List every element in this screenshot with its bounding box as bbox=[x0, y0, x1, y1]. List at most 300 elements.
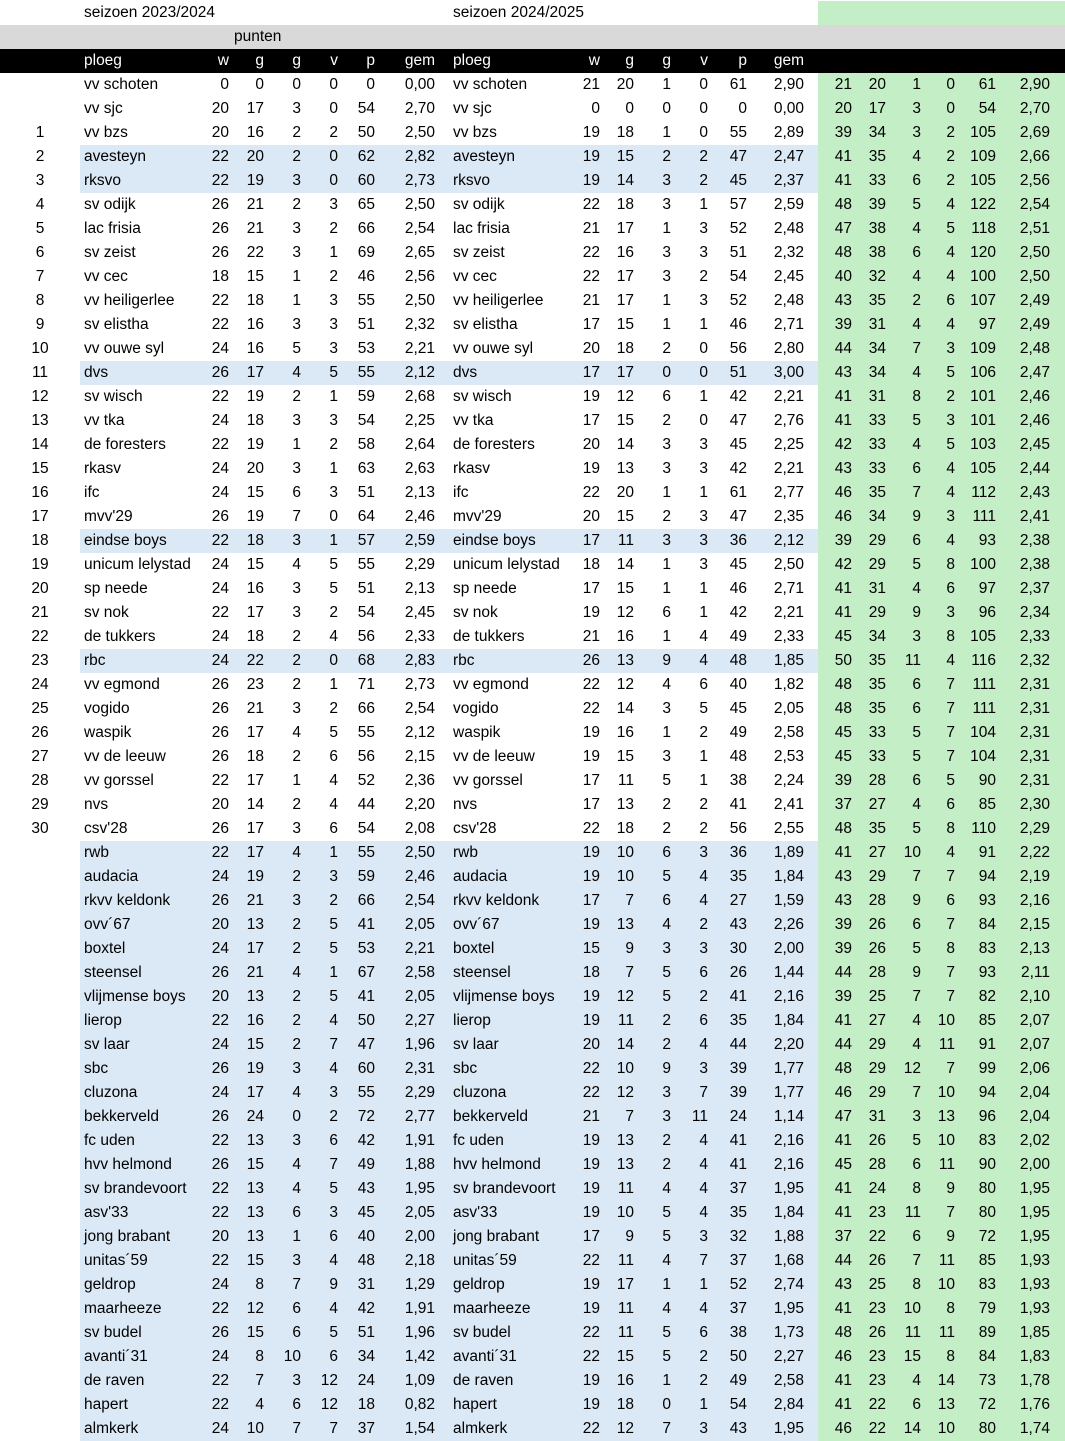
stat-total-g2: 5 bbox=[912, 820, 921, 837]
stat-total-g: 35 bbox=[868, 700, 886, 717]
stat-2023-w: 24 bbox=[211, 412, 229, 429]
stat-total-g2: 8 bbox=[912, 1180, 921, 1197]
stat-2023-v: 0 bbox=[329, 508, 338, 525]
stat-2023-v: 5 bbox=[329, 988, 338, 1005]
col-gem-left: gem bbox=[404, 52, 435, 69]
stat-total-p: 100 bbox=[970, 268, 996, 285]
stat-total-v: 8 bbox=[946, 628, 955, 645]
stat-2023-gem: 2,29 bbox=[404, 556, 435, 573]
stat-2024-p: 35 bbox=[729, 1204, 747, 1221]
stat-2024-g2: 2 bbox=[662, 1036, 671, 1053]
stat-2023-p: 69 bbox=[357, 244, 375, 261]
stat-2023-gem: 2,63 bbox=[404, 460, 435, 477]
stat-2024-p: 45 bbox=[729, 436, 747, 453]
team-name-2024: unitas´59 bbox=[453, 1252, 517, 1269]
stat-2024-w: 19 bbox=[582, 148, 600, 165]
stat-2023-p: 67 bbox=[357, 964, 375, 981]
stat-total-v: 5 bbox=[946, 436, 955, 453]
stat-2024-p: 47 bbox=[729, 412, 747, 429]
stat-2023-gem: 2,05 bbox=[404, 916, 435, 933]
stat-2024-gem: 2,33 bbox=[773, 628, 804, 645]
stat-2023-v: 1 bbox=[329, 460, 338, 477]
stat-2023-g: 17 bbox=[246, 100, 264, 117]
table-row bbox=[0, 385, 1065, 409]
stat-total-v: 4 bbox=[946, 652, 955, 669]
stat-2023-g: 13 bbox=[246, 1228, 264, 1245]
stat-total-w: 41 bbox=[834, 1372, 852, 1389]
stat-total-w: 48 bbox=[834, 196, 852, 213]
stat-2024-w: 21 bbox=[582, 1108, 600, 1125]
team-name-2023: vv ouwe syl bbox=[84, 340, 165, 357]
stat-2023-v: 3 bbox=[329, 1204, 338, 1221]
stat-2024-p: 49 bbox=[729, 724, 747, 741]
stat-2023-p: 66 bbox=[357, 220, 375, 237]
stat-2023-gem: 2,08 bbox=[404, 820, 435, 837]
stat-total-g: 23 bbox=[868, 1300, 886, 1317]
stat-2024-v: 1 bbox=[699, 748, 708, 765]
table-row bbox=[0, 337, 1065, 361]
stat-total-g: 34 bbox=[868, 508, 886, 525]
stat-2023-w: 24 bbox=[211, 868, 229, 885]
table-row bbox=[0, 937, 1065, 961]
stat-total-p: 111 bbox=[972, 676, 996, 693]
stat-2023-gem: 2,13 bbox=[404, 580, 435, 597]
stat-2023-gem: 2,12 bbox=[404, 364, 435, 381]
col-g2-right: g bbox=[662, 52, 671, 69]
stat-2024-w: 0 bbox=[591, 100, 600, 117]
table-row bbox=[0, 1033, 1065, 1057]
stat-2024-gem: 2,21 bbox=[773, 388, 804, 405]
stat-2023-w: 26 bbox=[211, 820, 229, 837]
stat-2024-w: 22 bbox=[582, 1420, 600, 1437]
stat-total-g2: 6 bbox=[912, 1228, 921, 1245]
table-row bbox=[0, 1297, 1065, 1321]
stat-2024-g2: 1 bbox=[662, 724, 671, 741]
stat-2023-w: 26 bbox=[211, 700, 229, 717]
stat-2024-w: 19 bbox=[582, 1276, 600, 1293]
stat-total-g2: 4 bbox=[912, 220, 921, 237]
stat-total-v: 6 bbox=[946, 292, 955, 309]
team-name-2024: lierop bbox=[453, 1012, 491, 1029]
table-row bbox=[0, 697, 1065, 721]
stat-2023-gem: 2,05 bbox=[404, 1204, 435, 1221]
team-name-2023: hvv helmond bbox=[84, 1156, 172, 1173]
stat-2024-v: 1 bbox=[699, 388, 708, 405]
stat-total-v: 4 bbox=[946, 268, 955, 285]
stat-total-w: 41 bbox=[834, 580, 852, 597]
rank-cell: 29 bbox=[31, 796, 49, 813]
stat-2024-g: 14 bbox=[616, 1036, 634, 1053]
team-name-2024: rkasv bbox=[453, 460, 491, 477]
stat-2024-gem: 2,84 bbox=[773, 1396, 804, 1413]
stat-total-g: 23 bbox=[868, 1372, 886, 1389]
stat-2023-gem: 2,54 bbox=[404, 892, 435, 909]
stat-2024-p: 37 bbox=[729, 1180, 747, 1197]
stat-total-gem: 2,19 bbox=[1019, 868, 1050, 885]
stat-2024-v: 2 bbox=[699, 172, 708, 189]
stat-2023-g2: 1 bbox=[292, 268, 301, 285]
stat-2024-g2: 6 bbox=[662, 892, 671, 909]
stat-2023-gem: 2,82 bbox=[404, 148, 435, 165]
stat-total-g2: 3 bbox=[912, 628, 921, 645]
rank-cell: 1 bbox=[35, 124, 45, 141]
stat-total-g2: 6 bbox=[912, 916, 921, 933]
stat-total-w: 45 bbox=[834, 628, 852, 645]
stat-2023-g: 16 bbox=[246, 340, 264, 357]
stat-2024-p: 26 bbox=[729, 964, 747, 981]
team-name-2024: boxtel bbox=[453, 940, 495, 957]
stat-2024-g: 11 bbox=[617, 1324, 634, 1341]
table-row bbox=[0, 1273, 1065, 1297]
team-name-2023: rksvo bbox=[84, 172, 122, 189]
stat-2023-v: 5 bbox=[329, 580, 338, 597]
stat-2024-w: 18 bbox=[582, 964, 600, 981]
stat-2023-p: 72 bbox=[357, 1108, 375, 1125]
stat-2023-w: 20 bbox=[211, 796, 229, 813]
stat-2024-g: 10 bbox=[616, 1204, 634, 1221]
stat-2024-p: 39 bbox=[729, 1084, 747, 1101]
stat-2023-w: 26 bbox=[211, 1108, 229, 1125]
team-name-2024: vv ouwe syl bbox=[453, 340, 534, 357]
stat-total-gem: 2,43 bbox=[1019, 484, 1050, 501]
table-row bbox=[0, 1321, 1065, 1345]
stat-2023-w: 26 bbox=[211, 196, 229, 213]
stat-2024-g2: 2 bbox=[662, 412, 671, 429]
stat-2023-g: 21 bbox=[246, 964, 264, 981]
stat-2023-p: 64 bbox=[357, 508, 375, 525]
stat-2024-g2: 3 bbox=[662, 268, 671, 285]
stat-2023-v: 3 bbox=[329, 484, 338, 501]
stat-2024-g2: 3 bbox=[662, 436, 671, 453]
table-row bbox=[0, 409, 1065, 433]
stat-total-gem: 2,31 bbox=[1019, 772, 1050, 789]
stat-2024-g2: 5 bbox=[662, 988, 671, 1005]
stat-2024-g2: 1 bbox=[662, 316, 671, 333]
stat-total-g: 33 bbox=[868, 460, 886, 477]
stat-2024-v: 7 bbox=[699, 1252, 708, 1269]
stat-2024-gem: 2,26 bbox=[773, 916, 804, 933]
rank-cell: 15 bbox=[31, 460, 49, 477]
stat-2023-w: 24 bbox=[211, 460, 229, 477]
stat-2024-v: 0 bbox=[699, 364, 708, 381]
stat-2024-g: 13 bbox=[616, 460, 634, 477]
stat-2024-gem: 2,32 bbox=[773, 244, 804, 261]
stat-2024-g: 14 bbox=[616, 172, 634, 189]
stat-2024-v: 1 bbox=[699, 772, 708, 789]
team-name-2024: rksvo bbox=[453, 172, 491, 189]
stat-total-gem: 2,29 bbox=[1019, 820, 1050, 837]
stat-2024-w: 19 bbox=[582, 748, 600, 765]
stat-2024-p: 42 bbox=[729, 460, 747, 477]
stat-total-v: 7 bbox=[946, 748, 955, 765]
stat-total-gem: 2,16 bbox=[1019, 892, 1050, 909]
stat-total-g: 29 bbox=[868, 1060, 886, 1077]
stat-2023-v: 1 bbox=[329, 244, 338, 261]
stat-2023-g2: 3 bbox=[292, 172, 301, 189]
team-name-2024: fc uden bbox=[453, 1132, 504, 1149]
team-name-2023: avesteyn bbox=[84, 148, 147, 165]
stat-2024-w: 17 bbox=[582, 580, 600, 597]
stat-2024-p: 0 bbox=[738, 100, 747, 117]
team-name-2023: vv heiligerlee bbox=[84, 292, 175, 309]
stat-2023-w: 26 bbox=[211, 676, 229, 693]
stat-2024-w: 19 bbox=[582, 724, 600, 741]
stat-2024-v: 2 bbox=[699, 268, 708, 285]
table-row bbox=[0, 217, 1065, 241]
team-name-2024: de foresters bbox=[453, 436, 535, 453]
stat-total-p: 97 bbox=[978, 580, 996, 597]
rank-cell: 9 bbox=[35, 316, 45, 333]
stat-2024-v: 3 bbox=[699, 1060, 708, 1077]
stat-2024-g: 11 bbox=[617, 772, 634, 789]
rank-cell: 7 bbox=[35, 268, 45, 285]
stat-total-v: 7 bbox=[946, 868, 955, 885]
stat-2023-g: 21 bbox=[246, 196, 264, 213]
stat-2023-w: 22 bbox=[211, 1012, 229, 1029]
stat-2023-p: 68 bbox=[357, 652, 375, 669]
stat-total-p: 94 bbox=[978, 868, 996, 885]
stat-total-g2: 7 bbox=[912, 868, 921, 885]
table-row bbox=[0, 193, 1065, 217]
stat-total-p: 109 bbox=[970, 148, 996, 165]
table-row bbox=[0, 1345, 1065, 1369]
stat-2024-w: 22 bbox=[582, 1348, 600, 1365]
stat-2023-g2: 4 bbox=[292, 1156, 301, 1173]
stat-2023-v: 2 bbox=[329, 700, 338, 717]
stat-total-g2: 4 bbox=[912, 364, 921, 381]
stat-2023-g: 19 bbox=[246, 1060, 264, 1077]
stat-total-gem: 2,54 bbox=[1019, 196, 1050, 213]
stat-2024-p: 48 bbox=[729, 748, 747, 765]
stat-2023-g2: 6 bbox=[292, 484, 301, 501]
stat-2024-gem: 1,14 bbox=[773, 1108, 804, 1125]
stat-total-v: 9 bbox=[946, 1228, 955, 1245]
stat-2023-p: 65 bbox=[357, 196, 375, 213]
stat-2023-g2: 1 bbox=[292, 292, 301, 309]
stat-total-p: 90 bbox=[978, 772, 996, 789]
stat-2024-w: 22 bbox=[582, 676, 600, 693]
table-row bbox=[0, 649, 1065, 673]
rank-cell: 3 bbox=[35, 172, 45, 189]
stat-total-gem: 2,51 bbox=[1019, 220, 1050, 237]
table-row bbox=[0, 985, 1065, 1009]
stat-total-v: 5 bbox=[946, 220, 955, 237]
stat-total-g2: 9 bbox=[912, 964, 921, 981]
stat-total-g2: 9 bbox=[912, 604, 921, 621]
stat-2024-p: 56 bbox=[729, 340, 747, 357]
stat-total-w: 42 bbox=[834, 436, 852, 453]
stat-2023-w: 20 bbox=[211, 124, 229, 141]
stat-total-g2: 4 bbox=[912, 1036, 921, 1053]
stat-total-v: 8 bbox=[946, 1348, 955, 1365]
stat-total-g2: 11 bbox=[904, 652, 921, 669]
stat-2024-gem: 2,77 bbox=[773, 484, 804, 501]
stat-2023-w: 22 bbox=[211, 436, 229, 453]
table-row bbox=[0, 73, 1065, 97]
stat-2023-gem: 1,88 bbox=[404, 1156, 435, 1173]
stat-2023-p: 55 bbox=[357, 364, 375, 381]
stat-2024-p: 41 bbox=[729, 1132, 747, 1149]
stat-2024-g2: 3 bbox=[662, 532, 671, 549]
team-name-2023: boxtel bbox=[84, 940, 126, 957]
rank-cell bbox=[20, 961, 60, 985]
stat-2023-g: 20 bbox=[246, 460, 264, 477]
stat-2023-g: 16 bbox=[246, 316, 264, 333]
stat-2024-gem: 2,59 bbox=[773, 196, 804, 213]
team-name-2024: vv bzs bbox=[453, 124, 497, 141]
stat-total-w: 20 bbox=[834, 100, 852, 117]
stat-2023-gem: 2,31 bbox=[404, 1060, 435, 1077]
stat-2024-g2: 1 bbox=[662, 1276, 671, 1293]
stat-2024-w: 17 bbox=[582, 796, 600, 813]
stat-2023-g: 24 bbox=[246, 1108, 264, 1125]
stat-total-p: 85 bbox=[978, 1252, 996, 1269]
stat-total-gem: 2,37 bbox=[1019, 580, 1050, 597]
stat-total-g2: 4 bbox=[912, 316, 921, 333]
stat-total-g: 35 bbox=[868, 652, 886, 669]
team-name-2023: vv tka bbox=[84, 412, 125, 429]
table-row bbox=[0, 865, 1065, 889]
stat-total-w: 44 bbox=[834, 964, 852, 981]
stat-2023-g2: 6 bbox=[292, 1324, 301, 1341]
stat-2023-g2: 2 bbox=[292, 988, 301, 1005]
stat-2023-g2: 2 bbox=[292, 196, 301, 213]
stat-2024-g: 11 bbox=[617, 1300, 634, 1317]
stat-2024-g: 15 bbox=[616, 316, 634, 333]
team-name-2023: vogido bbox=[84, 700, 130, 717]
stat-total-g2: 4 bbox=[912, 580, 921, 597]
stat-2023-gem: 2,29 bbox=[404, 1084, 435, 1101]
stat-2023-g: 15 bbox=[246, 556, 264, 573]
stat-2023-gem: 2,59 bbox=[404, 532, 435, 549]
stat-2023-g2: 1 bbox=[292, 436, 301, 453]
stat-total-g: 22 bbox=[868, 1396, 886, 1413]
stat-2023-gem: 2,13 bbox=[404, 484, 435, 501]
stat-2023-g: 17 bbox=[246, 820, 264, 837]
stat-2023-gem: 1,96 bbox=[404, 1324, 435, 1341]
stat-total-p: 89 bbox=[978, 1324, 996, 1341]
stat-2023-gem: 2,21 bbox=[404, 940, 435, 957]
stat-total-w: 45 bbox=[834, 748, 852, 765]
stat-2023-g2: 4 bbox=[292, 844, 301, 861]
team-name-2023: geldrop bbox=[84, 1276, 136, 1293]
stat-2023-w: 26 bbox=[211, 244, 229, 261]
stat-2023-v: 5 bbox=[329, 916, 338, 933]
stat-total-g: 26 bbox=[868, 1132, 886, 1149]
stat-2024-g: 17 bbox=[616, 364, 634, 381]
stat-2023-gem: 2,15 bbox=[404, 748, 435, 765]
stat-2024-g: 18 bbox=[616, 820, 634, 837]
stat-total-g2: 9 bbox=[912, 892, 921, 909]
stat-2023-g2: 3 bbox=[292, 820, 301, 837]
col-ploeg-right: ploeg bbox=[453, 52, 491, 69]
stat-total-gem: 2,46 bbox=[1019, 388, 1050, 405]
stat-total-gem: 2,10 bbox=[1019, 988, 1050, 1005]
stat-total-g: 27 bbox=[868, 796, 886, 813]
team-name-2023: vv bzs bbox=[84, 124, 128, 141]
table-row bbox=[0, 1009, 1065, 1033]
stat-total-gem: 2,38 bbox=[1019, 556, 1050, 573]
stat-2024-v: 4 bbox=[699, 1300, 708, 1317]
stat-total-gem: 2,02 bbox=[1019, 1132, 1050, 1149]
stat-total-p: 96 bbox=[978, 604, 996, 621]
rank-cell: 27 bbox=[31, 748, 49, 765]
stat-2023-v: 2 bbox=[329, 220, 338, 237]
stat-2024-g2: 6 bbox=[662, 844, 671, 861]
stat-total-v: 3 bbox=[946, 340, 955, 357]
team-name-2023: de tukkers bbox=[84, 628, 156, 645]
stat-2024-g: 0 bbox=[625, 100, 634, 117]
stat-total-g: 32 bbox=[868, 268, 886, 285]
stat-2023-gem: 2,27 bbox=[404, 1012, 435, 1029]
stat-2023-g2: 7 bbox=[292, 1276, 301, 1293]
stat-2023-p: 55 bbox=[357, 1084, 375, 1101]
stat-total-w: 41 bbox=[834, 604, 852, 621]
stat-2024-g2: 6 bbox=[662, 604, 671, 621]
stat-2023-gem: 2,50 bbox=[404, 124, 435, 141]
stat-2024-p: 52 bbox=[729, 1276, 747, 1293]
stat-2024-v: 2 bbox=[699, 820, 708, 837]
stat-2024-g: 14 bbox=[616, 436, 634, 453]
stat-2023-v: 6 bbox=[329, 748, 338, 765]
stat-2024-g: 17 bbox=[616, 220, 634, 237]
stat-total-g2: 5 bbox=[912, 196, 921, 213]
stat-2023-p: 55 bbox=[357, 724, 375, 741]
stat-2024-g: 15 bbox=[616, 580, 634, 597]
stat-2024-p: 30 bbox=[729, 940, 747, 957]
stat-2024-v: 2 bbox=[699, 1372, 708, 1389]
season-left-label: seizoen 2023/2024 bbox=[84, 4, 216, 21]
stat-2023-g2: 5 bbox=[292, 340, 301, 357]
rank-cell bbox=[20, 1393, 60, 1417]
rank-cell bbox=[20, 1057, 60, 1081]
stat-2023-g: 15 bbox=[246, 1036, 264, 1053]
team-name-2024: unicum lelystad bbox=[453, 556, 560, 573]
stat-total-p: 122 bbox=[970, 196, 996, 213]
stat-2024-g2: 1 bbox=[662, 1372, 671, 1389]
stat-2023-g: 17 bbox=[246, 604, 264, 621]
stat-2024-g: 12 bbox=[616, 676, 634, 693]
stat-2024-v: 3 bbox=[699, 292, 708, 309]
stat-total-g2: 14 bbox=[903, 1420, 921, 1437]
stat-total-w: 39 bbox=[834, 988, 852, 1005]
stat-total-g2: 6 bbox=[912, 772, 921, 789]
stat-2024-v: 3 bbox=[699, 220, 708, 237]
stat-2023-g2: 6 bbox=[292, 1300, 301, 1317]
stat-2023-v: 3 bbox=[329, 340, 338, 357]
stat-total-w: 48 bbox=[834, 700, 852, 717]
stat-2023-w: 18 bbox=[211, 268, 229, 285]
stat-2023-p: 34 bbox=[357, 1348, 375, 1365]
stat-2023-w: 24 bbox=[211, 556, 229, 573]
stat-total-v: 14 bbox=[937, 1372, 955, 1389]
stat-total-gem: 1,93 bbox=[1019, 1300, 1050, 1317]
stat-2024-g: 15 bbox=[616, 748, 634, 765]
stat-2024-g: 12 bbox=[616, 604, 634, 621]
stat-total-g: 28 bbox=[868, 964, 886, 981]
team-name-2024: vv schoten bbox=[453, 76, 528, 93]
stat-2024-gem: 2,12 bbox=[773, 532, 804, 549]
stat-2023-g: 17 bbox=[246, 844, 264, 861]
stat-total-p: 93 bbox=[978, 892, 996, 909]
table-row bbox=[0, 169, 1065, 193]
stat-2024-gem: 2,48 bbox=[773, 220, 804, 237]
stat-2024-gem: 2,48 bbox=[773, 292, 804, 309]
table-row bbox=[0, 601, 1065, 625]
team-name-2024: audacia bbox=[453, 868, 508, 885]
stat-total-g: 23 bbox=[868, 1348, 886, 1365]
table-row bbox=[0, 1393, 1065, 1417]
